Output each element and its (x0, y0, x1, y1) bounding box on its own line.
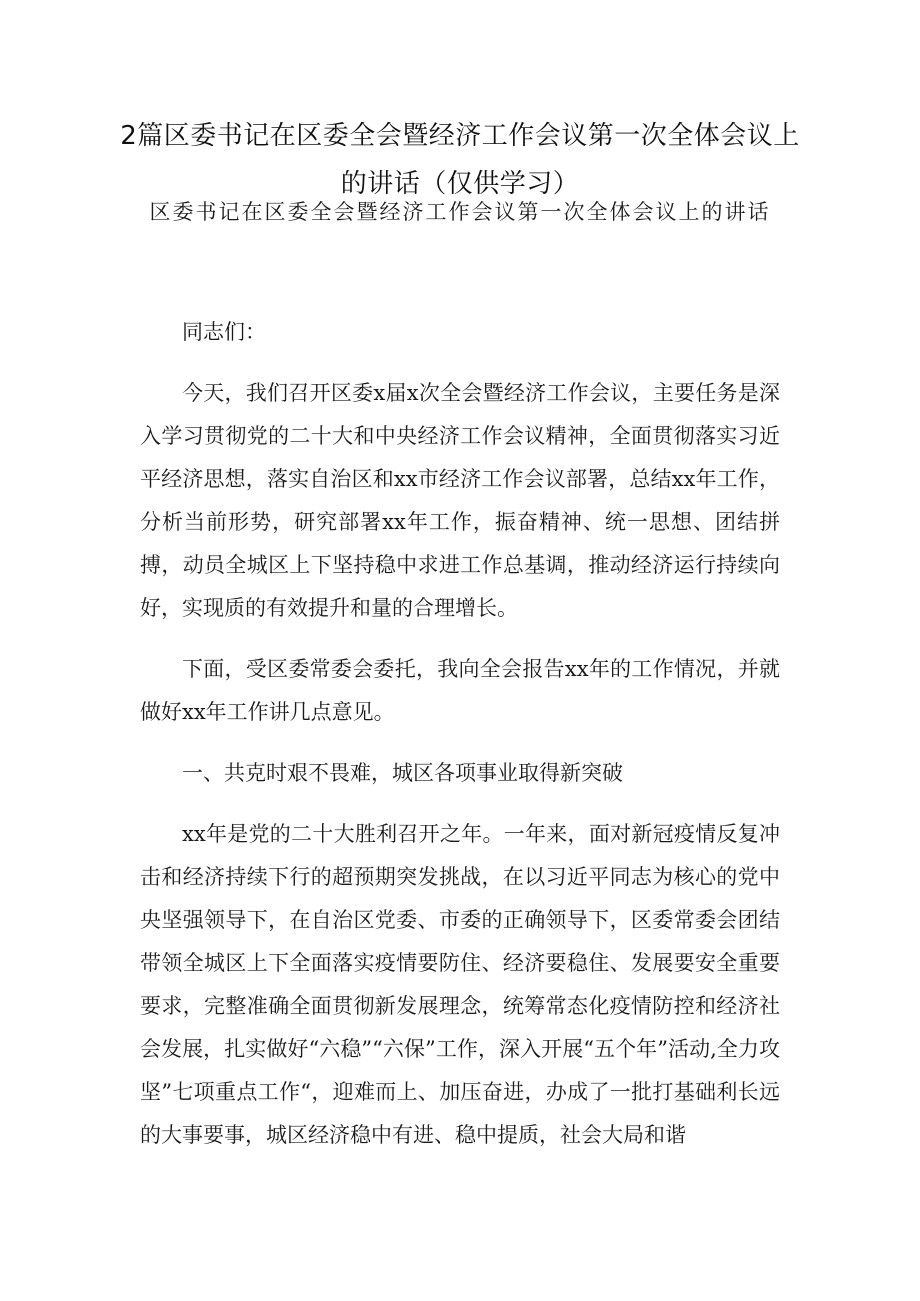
body-paragraph: 下面，受区委常委会委托，我向全会报告xx年的工作情况，并就做好xx年工作讲几点意见。 (140, 657, 780, 724)
document-subtitle: 区委书记在区委全会暨经济工作会议第一次全体会议上的讲话 (149, 200, 771, 224)
body-paragraph: 今天，我们召开区委x届x次全会暨经济工作会议，主要任务是深入学习贯彻党的二十大和中央经济工作会议精神，全面贯彻落实习近平经济思想，落实自治区和xx市经济工作会议部署，总结xx年工作，分析当前形势，研究部署xx年工作，振奋精神、统一思想、团结拼搏，动员全城区上下坚持稳中求进工作总基调，推动经济运行持续向好，实现质的有效提升和量的合理增长。 (140, 381, 780, 620)
document-title-line-1: 2篇区委书记在区委全会暨经济工作会议第一次全体会议上 (120, 121, 800, 151)
document-title-line-2: 的讲话（仅供学习） (340, 169, 580, 199)
salutation-paragraph: 同志们： (182, 320, 266, 344)
document-body (140, 311, 780, 1175)
section-heading: 一、共克时艰不畏难，城区各项事业取得新突破 (182, 761, 623, 785)
body-paragraph: xx年是党的二十大胜利召开之年。一年来，面对新冠疫情反复冲击和经济持续下行的超预期突发挑战，在以习近平同志为核心的党中央坚强领导下，在自治区党委、市委的正确领导下，区委常委会团结带领全城区上下全面落实疫情要防住、经济要稳住、发展要安全重要要求，完整准确全面贯彻新发展理念，统筹常态化疫情防控和经济社会发展，扎实做好“六稳”“六保”工作，深入开展“五个年”活动,全力攻坚”七项重点工作“，迎难而上、加压奋进，办成了一批打基础利长远的大事要事，城区经济稳中有进、稳中提质，社会大局和谐 (140, 822, 780, 1147)
